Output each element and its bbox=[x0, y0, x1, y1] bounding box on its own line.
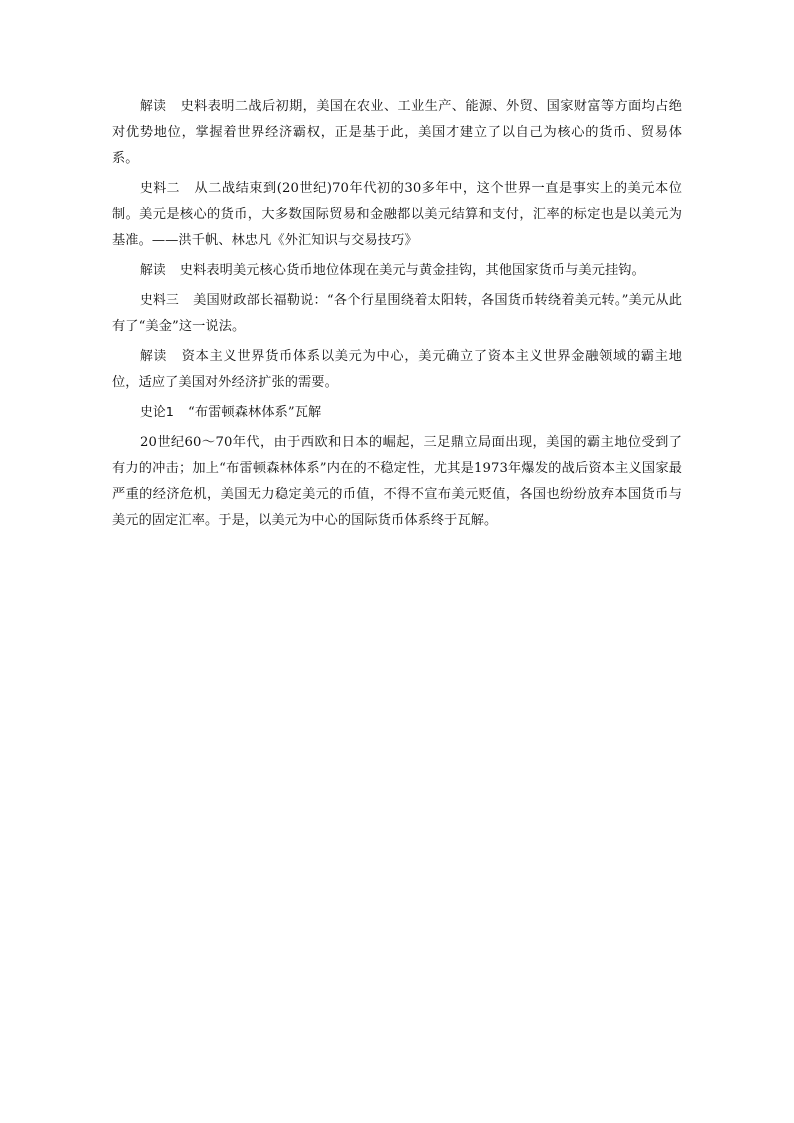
paragraph-label: 史料三 bbox=[140, 293, 179, 308]
paragraph-label: 史料二 bbox=[140, 181, 180, 196]
paragraph-text: 资本主义世界货币体系以美元为中心，美元确立了资本主义世界金融领域的霸主地位，适应了美国对外经济扩张的需要。 bbox=[112, 349, 682, 390]
paragraph-interpretation-3 bbox=[112, 344, 682, 396]
paragraph-label: 史论1 bbox=[140, 405, 175, 420]
document-body bbox=[112, 94, 682, 538]
paragraph-historical-thesis bbox=[112, 400, 682, 426]
paragraph-interpretation-2 bbox=[112, 258, 682, 284]
paragraph-source-2 bbox=[112, 176, 682, 254]
paragraph-text: 20世纪60～70年代，由于西欧和日本的崛起，三足鼎立局面出现，美国的霸主地位受到了有力的冲击；加上“布雷顿森林体系”内在的不稳定性，尤其是1973年爆发的战后资本主义国家最严重的经济危机，美国无力稳定美元的币值，不得不宣布美元贬值，各国也纷纷放弃本国货币与美元的固定汇率。于是，以美元为中心的国际货币体系终于瓦解。 bbox=[112, 435, 682, 528]
paragraph-text: 从二战结束到(20世纪)70年代初的30多年中，这个世界一直是事实上的美元本位制。美元是核心的货币，大多数国际贸易和金融都以美元结算和支付，汇率的标定也是以美元为基准。——洪千帆、林忠凡《外汇知识与交易技巧》 bbox=[112, 181, 682, 248]
paragraph-text: “布雷顿森林体系”瓦解 bbox=[188, 405, 322, 420]
paragraph-body bbox=[112, 430, 682, 534]
paragraph-interpretation-1 bbox=[112, 94, 682, 172]
paragraph-text: 史料表明美元核心货币地位体现在美元与黄金挂钩，其他国家货币与美元挂钩。 bbox=[179, 263, 645, 278]
paragraph-source-3 bbox=[112, 288, 682, 340]
paragraph-label: 解读 bbox=[140, 263, 166, 278]
paragraph-text: 史料表明二战后初期，美国在农业、工业生产、能源、外贸、国家财富等方面均占绝对优势地位，掌握着世界经济霸权，正是基于此，美国才建立了以自己为核心的货币、贸易体系。 bbox=[112, 99, 682, 166]
paragraph-label: 解读 bbox=[140, 349, 168, 364]
paragraph-text: 美国财政部长福勒说：“各个行星围绕着太阳转，各国货币转绕着美元转。”美元从此有了“美金”这一说法。 bbox=[112, 293, 682, 334]
paragraph-label: 解读 bbox=[140, 99, 167, 114]
